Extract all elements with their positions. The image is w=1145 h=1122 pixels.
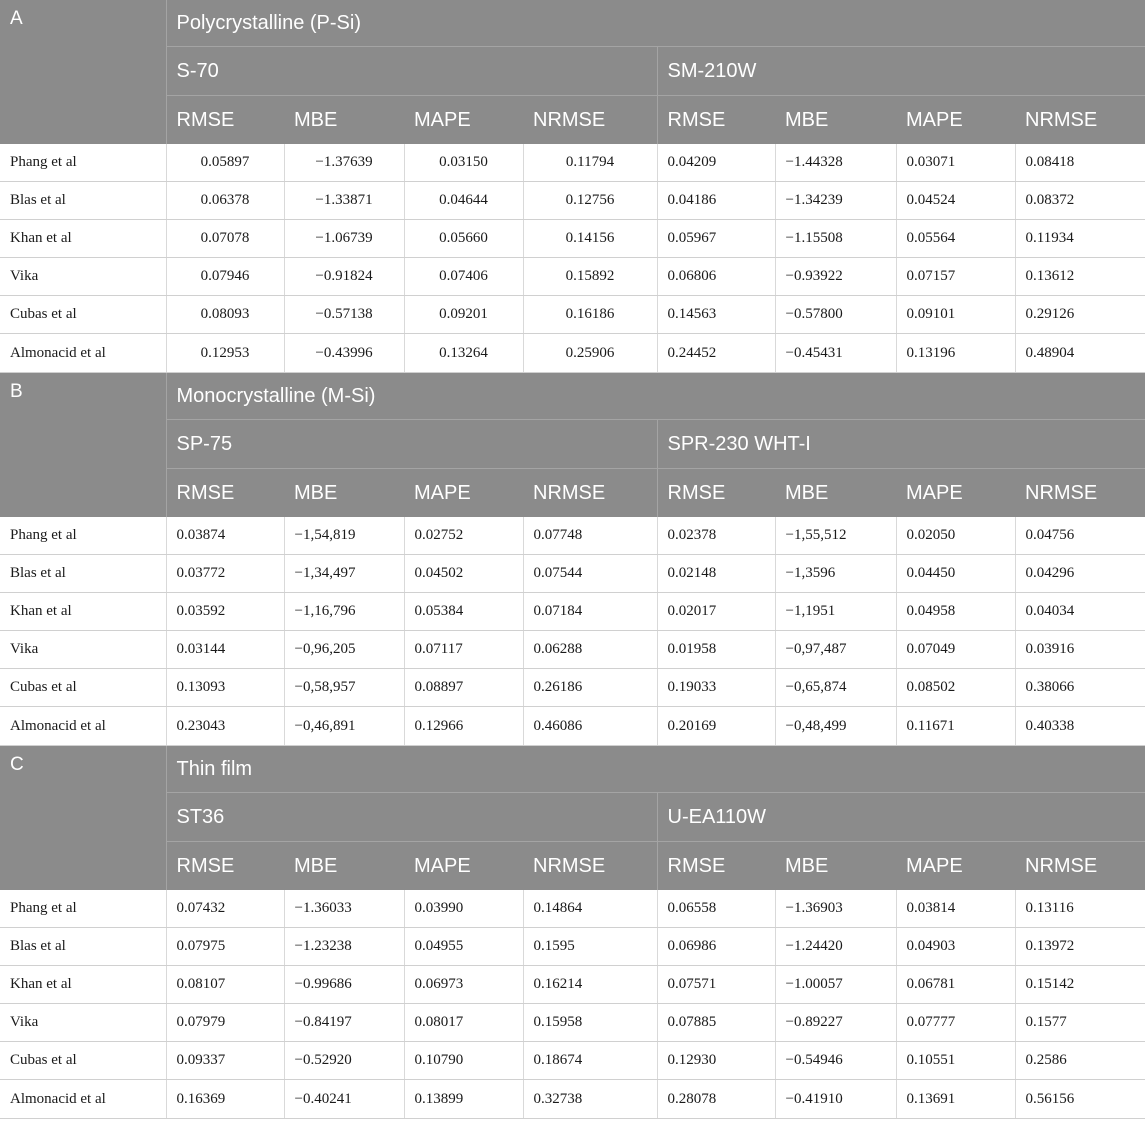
metric-value-cell: 0.04644: [404, 182, 523, 220]
metric-value-cell: 0.06288: [523, 631, 657, 669]
metric-value-cell: 0.2586: [1015, 1042, 1145, 1080]
metric-value-cell: −0.45431: [775, 334, 896, 373]
metric-value-cell: 0.05967: [657, 220, 775, 258]
metric-value-cell: 0.46086: [523, 707, 657, 746]
table-row: [0, 1042, 1145, 1080]
metric-value-cell: 0.08017: [404, 1004, 523, 1042]
metric-value-cell: 0.04524: [896, 182, 1015, 220]
section-label: A: [0, 0, 166, 144]
metric-value-cell: 0.28078: [657, 1080, 775, 1119]
metric-value-cell: 0.14864: [523, 890, 657, 928]
method-name: Khan et al: [0, 966, 166, 1004]
metric-value-cell: 0.06378: [166, 182, 284, 220]
method-name: Cubas et al: [0, 669, 166, 707]
section-header-row: [0, 746, 1145, 793]
metric-value-cell: −1.15508: [775, 220, 896, 258]
metric-value-cell: −1.44328: [775, 144, 896, 182]
metric-column-header: NRMSE: [523, 469, 657, 518]
method-name: Khan et al: [0, 593, 166, 631]
module-model-name: S-70: [166, 47, 657, 96]
metric-value-cell: 0.02378: [657, 517, 775, 555]
metric-value-cell: 0.07406: [404, 258, 523, 296]
metric-column-header: MAPE: [896, 842, 1015, 891]
metric-value-cell: −0.43996: [284, 334, 404, 373]
metric-value-cell: −1,3596: [775, 555, 896, 593]
metric-value-cell: 0.07975: [166, 928, 284, 966]
metric-value-cell: −1,16,796: [284, 593, 404, 631]
metric-value-cell: 0.15958: [523, 1004, 657, 1042]
section-header-row: [0, 0, 1145, 47]
metric-column-header: RMSE: [166, 96, 284, 145]
module-model-name: U-EA110W: [657, 793, 1145, 842]
metric-value-cell: 0.13116: [1015, 890, 1145, 928]
metric-value-cell: −0.57138: [284, 296, 404, 334]
metric-value-cell: 0.1595: [523, 928, 657, 966]
metric-value-cell: −1.00057: [775, 966, 896, 1004]
metric-value-cell: 0.04450: [896, 555, 1015, 593]
method-name: Phang et al: [0, 144, 166, 182]
metric-value-cell: −1,54,819: [284, 517, 404, 555]
table-row: [0, 144, 1145, 182]
metric-value-cell: 0.11934: [1015, 220, 1145, 258]
metric-value-cell: 0.40338: [1015, 707, 1145, 746]
method-name: Almonacid et al: [0, 334, 166, 373]
metric-column-header: NRMSE: [1015, 842, 1145, 891]
table-row: [0, 334, 1145, 373]
metric-value-cell: 0.08418: [1015, 144, 1145, 182]
metric-value-cell: 0.03592: [166, 593, 284, 631]
metric-column-header: RMSE: [657, 842, 775, 891]
metric-value-cell: 0.09337: [166, 1042, 284, 1080]
metric-value-cell: 0.03772: [166, 555, 284, 593]
metric-column-header: RMSE: [166, 842, 284, 891]
metric-value-cell: −0.93922: [775, 258, 896, 296]
metric-value-cell: 0.12966: [404, 707, 523, 746]
metric-value-cell: 0.09101: [896, 296, 1015, 334]
metric-value-cell: 0.07946: [166, 258, 284, 296]
method-name: Phang et al: [0, 517, 166, 555]
metric-value-cell: 0.12756: [523, 182, 657, 220]
metric-value-cell: −1.06739: [284, 220, 404, 258]
metric-value-cell: 0.09201: [404, 296, 523, 334]
metric-column-header: MBE: [775, 469, 896, 518]
metric-value-cell: −1,1951: [775, 593, 896, 631]
table-row: [0, 1004, 1145, 1042]
metric-value-cell: 0.07078: [166, 220, 284, 258]
metric-header-row: [0, 842, 1145, 891]
metric-value-cell: 0.04034: [1015, 593, 1145, 631]
table-row: [0, 555, 1145, 593]
table-row: [0, 258, 1145, 296]
metric-value-cell: 0.03144: [166, 631, 284, 669]
metric-value-cell: 0.03150: [404, 144, 523, 182]
metric-value-cell: 0.04186: [657, 182, 775, 220]
metric-value-cell: 0.03916: [1015, 631, 1145, 669]
table-row: [0, 220, 1145, 258]
metric-column-header: MAPE: [896, 96, 1015, 145]
metric-value-cell: 0.07157: [896, 258, 1015, 296]
metric-value-cell: −0.41910: [775, 1080, 896, 1119]
metric-value-cell: 0.07885: [657, 1004, 775, 1042]
method-name: Vika: [0, 258, 166, 296]
metric-value-cell: 0.04209: [657, 144, 775, 182]
metric-value-cell: 0.05384: [404, 593, 523, 631]
metric-column-header: NRMSE: [1015, 96, 1145, 145]
section-header-row: [0, 373, 1145, 420]
metric-value-cell: 0.08372: [1015, 182, 1145, 220]
section-label: C: [0, 746, 166, 891]
metric-value-cell: 0.26186: [523, 669, 657, 707]
metric-value-cell: 0.08502: [896, 669, 1015, 707]
metric-value-cell: 0.06986: [657, 928, 775, 966]
metric-column-header: RMSE: [166, 469, 284, 518]
metric-value-cell: 0.06973: [404, 966, 523, 1004]
method-name: Cubas et al: [0, 1042, 166, 1080]
metric-value-cell: 0.11671: [896, 707, 1015, 746]
table-row: [0, 966, 1145, 1004]
metric-value-cell: 0.02017: [657, 593, 775, 631]
metric-value-cell: 0.10790: [404, 1042, 523, 1080]
section-label: B: [0, 373, 166, 518]
method-name: Phang et al: [0, 890, 166, 928]
table-row: [0, 182, 1145, 220]
metric-value-cell: −1.33871: [284, 182, 404, 220]
metric-value-cell: 0.08093: [166, 296, 284, 334]
metric-value-cell: 0.13093: [166, 669, 284, 707]
metric-value-cell: −0,48,499: [775, 707, 896, 746]
metric-value-cell: 0.07184: [523, 593, 657, 631]
table-row: [0, 296, 1145, 334]
metric-value-cell: 0.15142: [1015, 966, 1145, 1004]
metric-value-cell: 0.24452: [657, 334, 775, 373]
metric-value-cell: 0.48904: [1015, 334, 1145, 373]
metric-value-cell: 0.04502: [404, 555, 523, 593]
method-name: Blas et al: [0, 182, 166, 220]
metric-value-cell: 0.23043: [166, 707, 284, 746]
module-model-name: SP-75: [166, 420, 657, 469]
metric-column-header: NRMSE: [523, 842, 657, 891]
metric-value-cell: −1.37639: [284, 144, 404, 182]
metric-value-cell: 0.15892: [523, 258, 657, 296]
metric-column-header: RMSE: [657, 469, 775, 518]
module-model-name: ST36: [166, 793, 657, 842]
metric-column-header: MAPE: [896, 469, 1015, 518]
table-row: [0, 1080, 1145, 1119]
metric-value-cell: 0.08107: [166, 966, 284, 1004]
table-row: [0, 631, 1145, 669]
metric-header-row: [0, 469, 1145, 518]
metric-value-cell: 0.11794: [523, 144, 657, 182]
method-name: Vika: [0, 631, 166, 669]
metric-value-cell: 0.04955: [404, 928, 523, 966]
metric-value-cell: 0.01958: [657, 631, 775, 669]
table-row: [0, 593, 1145, 631]
metric-value-cell: −0,96,205: [284, 631, 404, 669]
metric-value-cell: −1,55,512: [775, 517, 896, 555]
method-name: Almonacid et al: [0, 1080, 166, 1119]
metric-value-cell: 0.04958: [896, 593, 1015, 631]
method-name: Almonacid et al: [0, 707, 166, 746]
metric-value-cell: 0.10551: [896, 1042, 1015, 1080]
method-name: Cubas et al: [0, 296, 166, 334]
metric-value-cell: 0.08897: [404, 669, 523, 707]
metric-value-cell: 0.06806: [657, 258, 775, 296]
metric-value-cell: 0.25906: [523, 334, 657, 373]
metric-value-cell: 0.16186: [523, 296, 657, 334]
metric-value-cell: 0.03874: [166, 517, 284, 555]
model-header-row: [0, 420, 1145, 469]
metric-value-cell: −0.91824: [284, 258, 404, 296]
metric-value-cell: 0.02050: [896, 517, 1015, 555]
metric-value-cell: 0.07049: [896, 631, 1015, 669]
metric-value-cell: 0.04296: [1015, 555, 1145, 593]
metric-column-header: RMSE: [657, 96, 775, 145]
metric-column-header: NRMSE: [523, 96, 657, 145]
metric-value-cell: −1.24420: [775, 928, 896, 966]
method-name: Blas et al: [0, 928, 166, 966]
metric-column-header: MBE: [284, 469, 404, 518]
metric-value-cell: 0.03814: [896, 890, 1015, 928]
metric-value-cell: 0.06781: [896, 966, 1015, 1004]
section-title: Monocrystalline (M-Si): [166, 373, 1145, 420]
metric-header-row: [0, 96, 1145, 145]
metric-value-cell: 0.13196: [896, 334, 1015, 373]
metric-value-cell: 0.20169: [657, 707, 775, 746]
metric-value-cell: −0.89227: [775, 1004, 896, 1042]
metric-value-cell: −0,97,487: [775, 631, 896, 669]
metric-value-cell: −0.52920: [284, 1042, 404, 1080]
metric-value-cell: 0.02752: [404, 517, 523, 555]
metric-value-cell: −0.99686: [284, 966, 404, 1004]
model-header-row: [0, 793, 1145, 842]
metric-value-cell: 0.14563: [657, 296, 775, 334]
metric-value-cell: −0,65,874: [775, 669, 896, 707]
metric-value-cell: −0,46,891: [284, 707, 404, 746]
metric-value-cell: 0.03071: [896, 144, 1015, 182]
metric-value-cell: 0.07748: [523, 517, 657, 555]
metric-value-cell: 0.02148: [657, 555, 775, 593]
metric-value-cell: 0.07571: [657, 966, 775, 1004]
metric-value-cell: 0.29126: [1015, 296, 1145, 334]
module-model-name: SM-210W: [657, 47, 1145, 96]
module-model-name: SPR-230 WHT-I: [657, 420, 1145, 469]
metric-value-cell: 0.05660: [404, 220, 523, 258]
method-name: Blas et al: [0, 555, 166, 593]
metric-value-cell: 0.13899: [404, 1080, 523, 1119]
metric-column-header: MBE: [284, 842, 404, 891]
metric-value-cell: 0.32738: [523, 1080, 657, 1119]
metric-column-header: MBE: [775, 842, 896, 891]
metric-value-cell: 0.18674: [523, 1042, 657, 1080]
metric-value-cell: 0.04903: [896, 928, 1015, 966]
method-name: Khan et al: [0, 220, 166, 258]
metric-value-cell: 0.13972: [1015, 928, 1145, 966]
metric-value-cell: 0.07432: [166, 890, 284, 928]
metric-value-cell: −0.40241: [284, 1080, 404, 1119]
metric-value-cell: −0,58,957: [284, 669, 404, 707]
metric-value-cell: −0.57800: [775, 296, 896, 334]
table-row: [0, 928, 1145, 966]
metric-column-header: MAPE: [404, 842, 523, 891]
metric-value-cell: 0.06558: [657, 890, 775, 928]
metric-column-header: MBE: [284, 96, 404, 145]
metric-value-cell: 0.03990: [404, 890, 523, 928]
metric-value-cell: 0.12930: [657, 1042, 775, 1080]
metric-value-cell: −1.23238: [284, 928, 404, 966]
metric-value-cell: 0.13691: [896, 1080, 1015, 1119]
metric-value-cell: 0.07544: [523, 555, 657, 593]
metric-value-cell: 0.16214: [523, 966, 657, 1004]
metric-value-cell: 0.16369: [166, 1080, 284, 1119]
metric-column-header: MAPE: [404, 469, 523, 518]
metric-value-cell: 0.07979: [166, 1004, 284, 1042]
metric-column-header: NRMSE: [1015, 469, 1145, 518]
table-row: [0, 669, 1145, 707]
metric-value-cell: −1.36903: [775, 890, 896, 928]
metric-value-cell: −1.36033: [284, 890, 404, 928]
metric-value-cell: 0.05564: [896, 220, 1015, 258]
metric-value-cell: 0.13612: [1015, 258, 1145, 296]
metric-value-cell: −1.34239: [775, 182, 896, 220]
metric-value-cell: 0.07777: [896, 1004, 1015, 1042]
metric-column-header: MAPE: [404, 96, 523, 145]
metric-value-cell: 0.04756: [1015, 517, 1145, 555]
metric-value-cell: −0.54946: [775, 1042, 896, 1080]
model-header-row: [0, 47, 1145, 96]
metric-value-cell: −1,34,497: [284, 555, 404, 593]
metric-value-cell: 0.1577: [1015, 1004, 1145, 1042]
metric-value-cell: 0.56156: [1015, 1080, 1145, 1119]
table-row: [0, 707, 1145, 746]
metric-value-cell: 0.38066: [1015, 669, 1145, 707]
metric-value-cell: 0.05897: [166, 144, 284, 182]
metric-value-cell: 0.19033: [657, 669, 775, 707]
metric-value-cell: 0.13264: [404, 334, 523, 373]
section-title: Thin film: [166, 746, 1145, 793]
metric-value-cell: 0.14156: [523, 220, 657, 258]
metric-column-header: MBE: [775, 96, 896, 145]
table-row: [0, 517, 1145, 555]
method-name: Vika: [0, 1004, 166, 1042]
metric-value-cell: 0.12953: [166, 334, 284, 373]
metric-value-cell: 0.07117: [404, 631, 523, 669]
section-title: Polycrystalline (P-Si): [166, 0, 1145, 47]
metric-value-cell: −0.84197: [284, 1004, 404, 1042]
table-row: [0, 890, 1145, 928]
